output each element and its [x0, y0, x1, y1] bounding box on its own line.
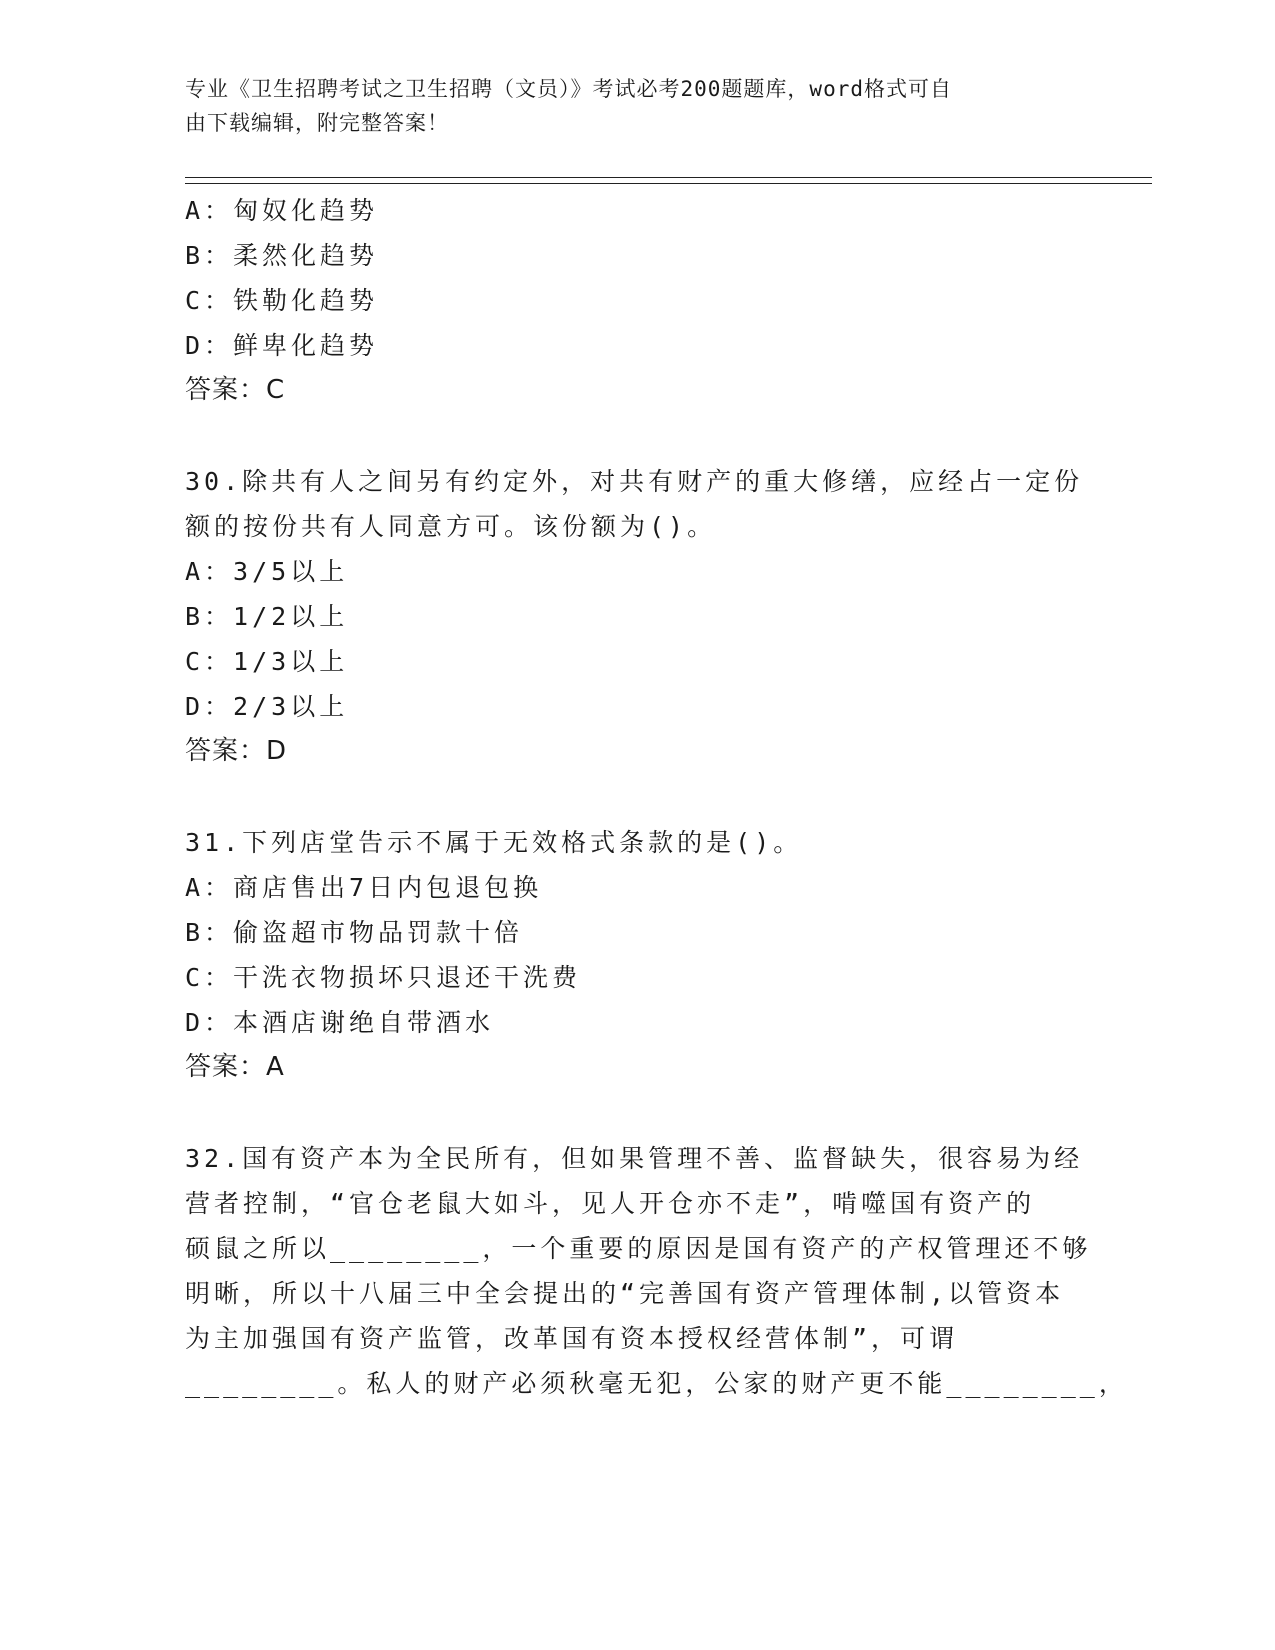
document-header — [185, 72, 1065, 140]
question-stem-line: 31.下列店堂告示不属于无效格式条款的是()。 — [185, 828, 803, 857]
question-stem-line: 营者控制，“官仓老鼠大如斗，见人开仓亦不走”，啃噬国有资产的 — [185, 1189, 1036, 1218]
option-c: C：干洗衣物损坏只退还干洗费 — [185, 963, 582, 992]
question-29 — [185, 188, 1085, 413]
answer: 答案：C — [185, 375, 286, 405]
question-stem-line: 明晰，所以十八届三中全会提出的“完善国有资产管理体制,以管资本 — [185, 1279, 1065, 1308]
question-31 — [185, 820, 1085, 1090]
option-c: C：1/3以上 — [185, 647, 349, 676]
header-line-2: 由下载编辑，附完整答案！ — [185, 111, 449, 135]
header-line-1: 专业《卫生招聘考试之卫生招聘（文员）》考试必考200题题库，word格式可自 — [185, 77, 952, 101]
question-stem-line: 32.国有资产本为全民所有，但如果管理不善、监督缺失，很容易为经 — [185, 1144, 1084, 1173]
option-d: D：2/3以上 — [185, 692, 349, 721]
answer: 答案：D — [185, 736, 288, 766]
option-d: D：鲜卑化趋势 — [185, 331, 379, 360]
option-d: D：本酒店谢绝自带酒水 — [185, 1008, 495, 1037]
option-a: A：商店售出7日内包退包换 — [185, 873, 543, 902]
question-stem-line: 30.除共有人之间另有约定外，对共有财产的重大修缮，应经占一定份 — [185, 467, 1084, 496]
option-c: C：铁勒化趋势 — [185, 286, 379, 315]
option-b: B：偷盗超市物品罚款十倍 — [185, 918, 524, 947]
option-a: A：匈奴化趋势 — [185, 196, 379, 225]
option-b: B：1/2以上 — [185, 602, 349, 631]
question-list — [185, 188, 1128, 1406]
question-32 — [185, 1136, 1128, 1406]
header-divider-bottom — [185, 183, 1152, 184]
question-stem-line: ________。私人的财产必须秋毫无犯，公家的财产更不能________， — [185, 1369, 1128, 1398]
question-stem-line: 为主加强国有资产监管，改革国有资本授权经营体制”，可谓 — [185, 1324, 959, 1353]
question-stem-line: 额的按份共有人同意方可。该份额为()。 — [185, 512, 717, 541]
option-b: B：柔然化趋势 — [185, 241, 379, 270]
answer: 答案：A — [185, 1052, 285, 1082]
question-stem-line: 硕鼠之所以________，一个重要的原因是国有资产的产权管理还不够 — [185, 1234, 1092, 1263]
header-divider-top — [185, 177, 1152, 178]
question-30 — [185, 459, 1085, 774]
option-a: A：3/5以上 — [185, 557, 349, 586]
